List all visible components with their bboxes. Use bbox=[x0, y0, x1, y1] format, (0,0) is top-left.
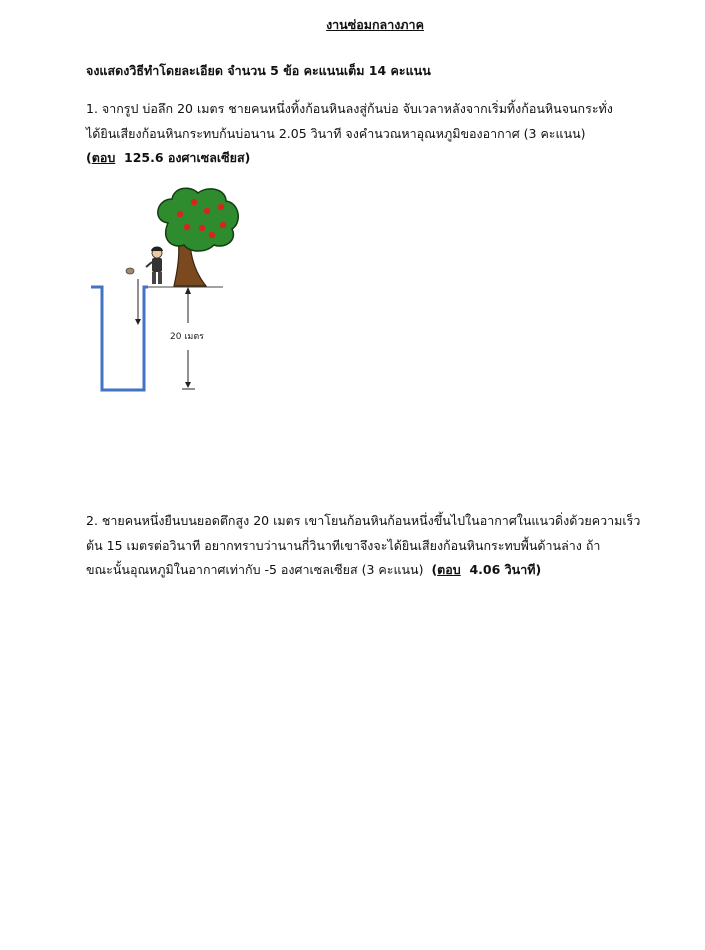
question-1-line-1: 1. จากรูป บ่อลึก 20 เมตร ชายคนหนึ่งทิ้งก้อนหินลงสู่ก้นบ่อ จับเวลาหลังจากเริ่มทิ้งก้อนหินจนกระทั่ง bbox=[86, 101, 613, 116]
apple-icon bbox=[218, 204, 224, 210]
question-2-answer: (ตอบ 4.06 วินาที) bbox=[431, 562, 542, 577]
apple-icon bbox=[184, 224, 190, 230]
well-diagram bbox=[86, 183, 266, 398]
rock-icon bbox=[126, 268, 134, 274]
answer-label: ตอบ bbox=[437, 562, 461, 577]
tree-foliage bbox=[158, 188, 238, 251]
question-1-answer: (ตอบ 125.6 องศาเซลเซียส) bbox=[86, 150, 251, 165]
question-2-line-1: 2. ชายคนหนึ่งยืนบนยอดตึกสูง 20 เมตร เขาโยนก้อนหินก้อนหนึ่งขึ้นไปในอากาศในแนวดิ่งด้วยความเร็ว bbox=[86, 513, 641, 528]
apple-icon bbox=[177, 211, 183, 217]
question-2-line-3-text: ขณะนั้นอุณหภูมิในอากาศเท่ากับ -5 องศาเซลเซียส (3 คะแนน) bbox=[86, 562, 424, 577]
question-2-line-2: ต้น 15 เมตรต่อวินาที อยากทราบว่านานกี่วินาทีเขาจึงจะได้ยินเสียงก้อนหินกระทบพื้นด้านล่าง ถ้า bbox=[86, 538, 601, 553]
apple-icon bbox=[199, 225, 205, 231]
well-outline bbox=[91, 287, 148, 390]
answer-value: 125.6 องศาเซลเซียส bbox=[124, 150, 245, 165]
depth-label: 20 เมตร bbox=[170, 332, 205, 342]
apple-icon bbox=[204, 208, 210, 214]
question-2-line-3 bbox=[86, 564, 541, 577]
answer-label: ตอบ bbox=[91, 150, 116, 165]
answer-value: 4.06 วินาที bbox=[469, 562, 536, 577]
apple-icon bbox=[191, 199, 197, 205]
question-1-line-2: ได้ยินเสียงก้อนหินกระทบก้นบ่อนาน 2.05 วินาที จงคำนวณหาอุณหภูมิของอากาศ (3 คะแนน) bbox=[86, 126, 586, 141]
apple-icon bbox=[209, 232, 215, 238]
instructions: จงแสดงวิธีทำโดยละเอียด จำนวน 5 ข้อ คะแนนเต็ม 14 คะแนน bbox=[86, 63, 431, 78]
page-title: งานซ่อมกลางภาค bbox=[326, 17, 424, 32]
well-figure bbox=[86, 183, 266, 398]
apple-icon bbox=[220, 222, 226, 228]
man-figure bbox=[146, 247, 163, 285]
